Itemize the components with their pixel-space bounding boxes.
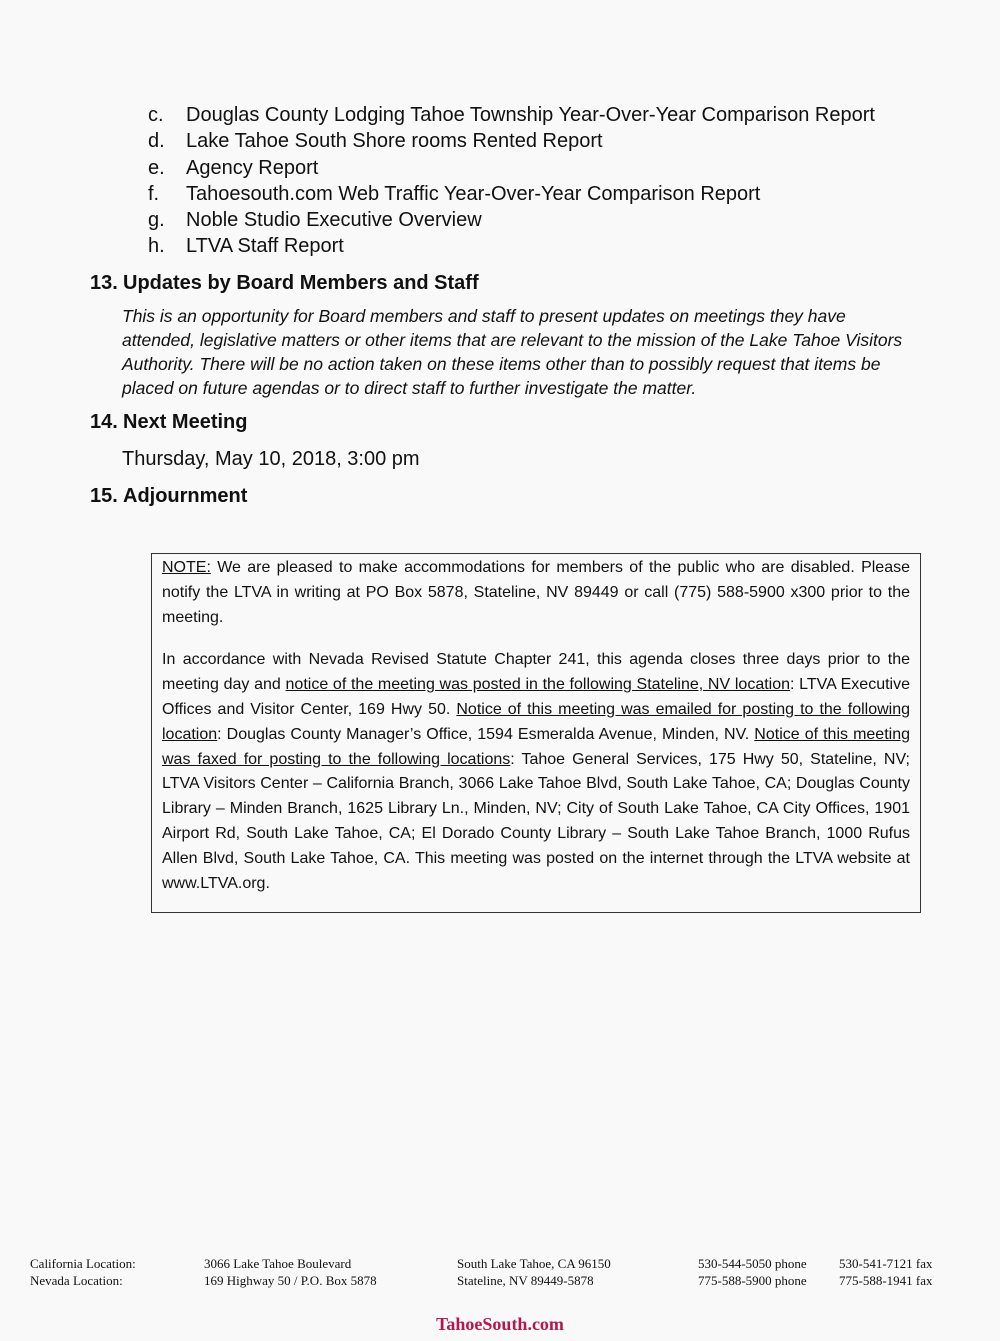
section-13-description: This is an opportunity for Board members and staff to present updates on meetings they have attended, legislative matters or other items that are relevant to the mission of the Lake Tahoe Visitors Authority. There will be no action taken on these items other than to possibly request that items be placed on future agendas or to direct staff to further investigate the matter. (122, 306, 903, 398)
list-item (148, 128, 948, 154)
section-13-heading (90, 272, 479, 295)
section-title: Adjournment (123, 485, 248, 507)
next-meeting-date: Thursday, May 10, 2018, 3:00 pm (122, 448, 420, 470)
agenda-sub-items (148, 102, 948, 260)
section-title: Next Meeting (123, 411, 248, 433)
section-14-heading (90, 411, 247, 434)
item-letter: c. (148, 104, 164, 126)
list-item (148, 155, 948, 181)
item-text: Noble Studio Executive Overview (186, 209, 482, 232)
item-text: Tahoesouth.com Web Traffic Year-Over-Year Comparison Report (186, 182, 761, 205)
item-letter: d. (148, 130, 165, 153)
location-label: California Location: (30, 1256, 136, 1271)
posting-underlined: Notice of this meeting was emailed for posting to the following location (162, 700, 911, 743)
location-label: Nevada Location: (30, 1272, 123, 1288)
item-letter: e. (148, 156, 165, 179)
footer-row-california (30, 1256, 970, 1273)
item-letter: g. (148, 209, 165, 232)
phone-number: 775-588-5900 phone (698, 1272, 807, 1288)
item-letter: f. (148, 182, 160, 205)
phone-number: 530-544-5050 phone (698, 1256, 807, 1271)
street-address: 169 Highway 50 / P.O. Box 5878 (204, 1272, 377, 1288)
note-label: NOTE: (162, 559, 211, 576)
city-address: South Lake Tahoe, CA 96150 (457, 1256, 611, 1271)
city-address: Stateline, NV 89449-5878 (457, 1272, 594, 1288)
posting-text: : LTVA Executive Offices and Visitor Center, 169 Hwy 50. (162, 676, 910, 718)
list-item (148, 207, 948, 233)
posting-text: : Tahoe General Services, 175 Hwy 50, Stateline, NV; LTVA Visitors Center – California Branch, 3066 Lake Tahoe Blvd, South Lake Tahoe, CA; Douglas County Library – Minden Branch, 1625 Library Ln., Minden, NV; City of South Lake Tahoe, CA City Offices, 1901 Airport Rd, South Lake Tahoe, CA; El Dorado County Library – South Lake Tahoe Branch, 1000 Rufus Allen Blvd, South Lake Tahoe, CA. This meeting was posted on the internet through the LTVA website at www.LTVA.org. (162, 750, 911, 892)
fax-number: 530-541-7121 fax (839, 1256, 933, 1271)
fax-number: 775-588-1941 fax (839, 1272, 933, 1288)
item-letter: h. (148, 235, 165, 258)
posting-underlined: notice of the meeting was posted in the following Stateline, NV location (285, 676, 791, 694)
street-address: 3066 Lake Tahoe Boulevard (204, 1256, 352, 1271)
notice-accessibility (162, 556, 910, 630)
section-title: Updates by Board Members and Staff (123, 272, 479, 294)
posting-underlined: Notice of this meeting was faxed for posting to the following locations (162, 725, 910, 768)
item-text: Agency Report (186, 156, 319, 179)
note-text: We are pleased to make accommodations for members of the public who are disabled. Please notify the LTVA in writing at PO Box 5878, Stateline, NV 89449 or call (775) 588-5900 x300 prior to the meeting. (162, 559, 910, 626)
notice-box (151, 553, 921, 913)
posting-text: : Douglas County Manager’s Office, 1594 Esmeralda Avenue, Minden, NV. (217, 725, 755, 743)
item-text: Douglas County Lodging Tahoe Township Year-Over-Year Comparison Report (186, 104, 875, 126)
footer-brand-link[interactable]: TahoeSouth.com (436, 1314, 564, 1334)
footer (30, 1256, 970, 1289)
section-15-heading (90, 485, 247, 508)
section-number: 13. (90, 272, 118, 294)
section-number: 15. (90, 485, 118, 507)
list-item (148, 181, 948, 207)
posting-text: In accordance with Nevada Revised Statute Chapter 241, this agenda closes three days prior to the meeting day and (162, 651, 910, 694)
list-item (148, 102, 948, 128)
list-item (148, 233, 948, 259)
section-number: 14. (90, 411, 118, 433)
notice-posting (162, 648, 910, 896)
footer-row-nevada (30, 1273, 970, 1290)
item-text: Lake Tahoe South Shore rooms Rented Report (186, 130, 603, 153)
item-text: LTVA Staff Report (186, 235, 344, 258)
